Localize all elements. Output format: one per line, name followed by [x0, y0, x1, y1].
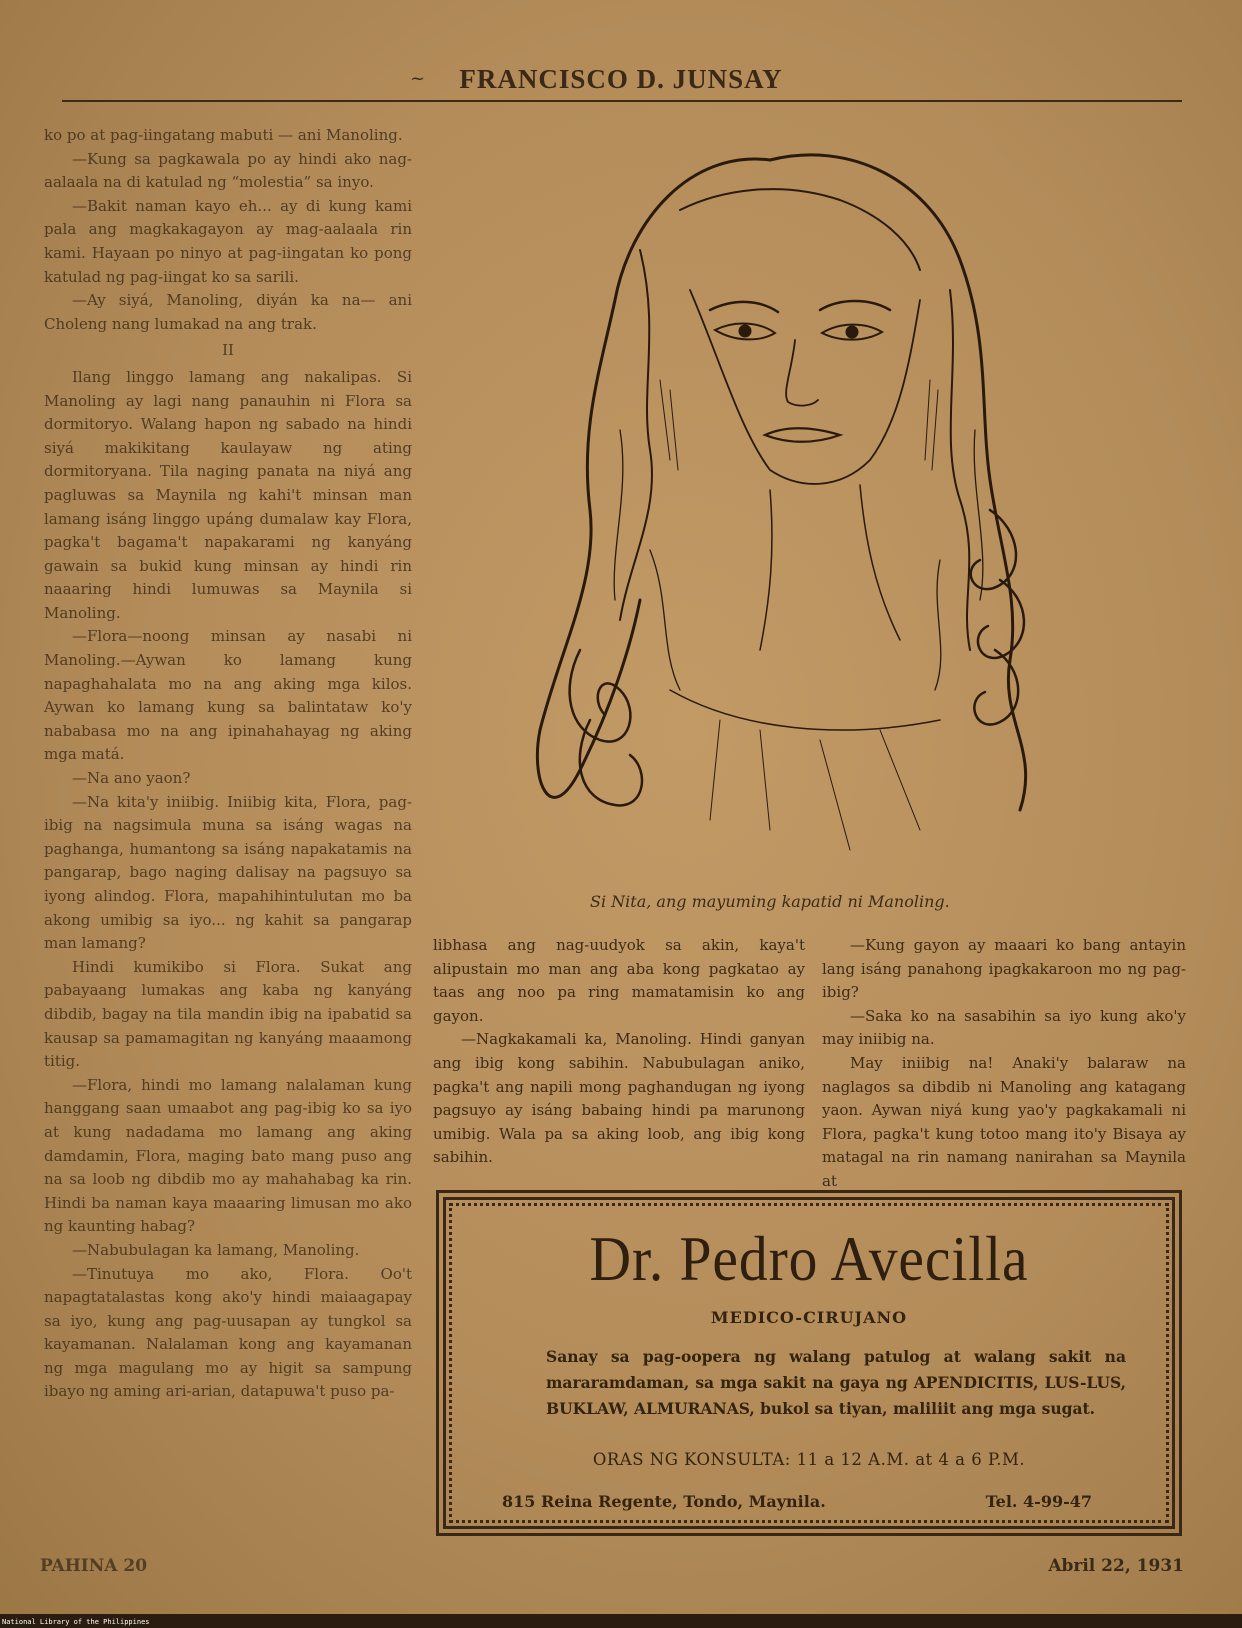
paragraph: —Kung sa pagkawala po ay hindi ako nag-aalaala na di katulad ng “molestia” sa inyo.	[44, 149, 412, 192]
paragraph: —Saka ko na sasabihin sa iyo kung ako'y may iniibig na.	[822, 1006, 1186, 1049]
left-column	[44, 124, 412, 1404]
ad-address: 815 Reina Regente, Tondo, Maynila.	[502, 1492, 826, 1511]
paragraph: Ilang linggo lamang ang nakalipas. Si Manoling ay lagi nang panauhin ni Flora sa dormitoryo. Walang hapon ng sabado na hindi siyá makikitang kaulayaw ng ating dormitoryana. Tila naging panata na niyá ang pagluwas sa Maynila ng kahi't minsan man lamang isáng linggo upáng dumalaw kay Flora, pagka't bagama't napakarami ng kanyáng gawain sa bukid kung minsan ay hindi rin naaaring hindi lumuwas sa Maynila si Manoling.	[44, 367, 412, 622]
middle-column	[433, 934, 805, 1170]
running-header: FRANCISCO D. JUNSAY	[459, 64, 783, 94]
paragraph: Hindi kumikibo si Flora. Sukat ang pabayaang lumakas ang kaba ng kanyáng dibdib, bagay na tila mandin ibig na ipabatid sa kausap sa pamamagitan ng kanyáng maaamong titig.	[44, 957, 412, 1071]
paragraph: —Flora—noong minsan ay nasabi ni Manoling.—Aywan ko lamang kung napaghahalata mo na ang aking mga kilos. Aywan ko lamang kung sa balintataw ko'y nababasa mo na ang ipinahahayag ng aking mga matá.	[44, 627, 412, 764]
page-number: PAHINA 20	[40, 1556, 148, 1576]
doctor-advertisement	[436, 1190, 1182, 1536]
ad-doctor-name: Dr. Pedro Avecilla	[589, 1223, 1029, 1294]
ad-title: MEDICO-CIRUJANO	[710, 1308, 908, 1327]
paragraph: —Tinutuya mo ako, Flora. Oo't napagtatalastas kong ako'y hindi maiaagapay sa iyo, kung ang pag-uusapan ay tungkol sa kayamanan. Nalalaman kong ang kayamanan ng mga magulang mo ay higit sa sampung ibayo ng aming ari-arian, datapuwa't puso pa-	[44, 1264, 412, 1401]
paragraph: —Bakit naman kayo eh... ay di kung kami pala ang magkakagayon ay mag-aalaala rin kami. Hayaan po ninyo at pag-iingatan ko pong katulad ng pag-iingat ko sa sarili.	[44, 196, 412, 286]
header-rule	[62, 100, 1182, 102]
paragraph: —Nabubulagan ka lamang, Manoling.	[72, 1240, 360, 1259]
right-column	[822, 934, 1186, 1194]
header-ornament: ~	[410, 68, 426, 89]
ad-body: Sanay sa pag-oopera ng walang patulog at walang sakit na mararamdaman, sa mga sakit na gaya ng APENDICITIS, LUS-LUS, BUKLAW, ALMURANAS, bukol sa tiyan, maliliit ang mga sugat.	[546, 1347, 1126, 1418]
ad-hours: ORAS NG KONSULTA: 11 a 12 A.M. at 4 a 6 P.M.	[592, 1450, 1026, 1469]
library-credit: National Library of the Philippines	[2, 1618, 150, 1626]
paragraph: —Nagkakamali ka, Manoling. Hindi ganyan ang ibig kong sabihin. Nabubulagan aniko, pagka't ang napili mong paghandugan ng iyong pagsuyo ay isáng babaing hindi pa marunong umibig. Wala pa sa aking loob, ang ibig kong sabihin.	[433, 1030, 805, 1167]
scan-edge	[0, 1614, 1242, 1628]
paragraph: —Ay siyá, Manoling, diyán ka na— ani Choleng nang lumakad na ang trak.	[44, 291, 412, 333]
paragraph: —Na ano yaon?	[72, 769, 191, 788]
section-number: II	[222, 341, 234, 360]
issue-date: Abril 22, 1931	[1048, 1556, 1184, 1576]
paragraph: ko po at pag-iingatang mabuti — ani Manoling.	[44, 126, 403, 144]
paragraph: —Kung gayon ay maaari ko bang antayin lang isáng panahong ipagkakaroon mo ng pag-ibig?	[822, 936, 1186, 1002]
paragraph: libhasa ang nag-uudyok sa akin, kaya't alipustain mo man ang aba kong pagkatao ay taas ang noo pa ring mamatamisin ko ang gayon.	[433, 936, 805, 1025]
paragraph: —Na kita'y iniibig. Iniibig kita, Flora, pag-ibig na nagsimula muna sa isáng wagas na paghanga, humantong sa isáng napakatamis na pangarap, bago naging dalisay na pagsuyo sa iyong alindog. Flora, mapahihintulutan mo ba akong umibig sa iyo... ng kahit sa pangarap man lamang?	[44, 792, 412, 953]
illustration-caption: Si Nita, ang mayuming kapatid ni Manoling.	[590, 892, 950, 911]
ad-telephone: Tel. 4-99-47	[985, 1492, 1092, 1511]
paragraph: May iniibig na! Anaki'y balaraw na naglagos sa dibdib ni Manoling ang katagang yaon. Aywan niyá kung yao'y pagkakamali ni Flora, pagka't kung totoo mang ito'y Bisaya ay matagal na rin namang nanirahan sa Maynila at	[822, 1053, 1186, 1190]
portrait-illustration	[520, 130, 1080, 890]
paragraph: —Flora, hindi mo lamang nalalaman kung hanggang saan umaabot ang pag-ibig ko sa iyo at kung nadadama mo lamang ang aking damdamin, Flora, maging bato mang puso ang na sa loob ng dibdib mo ay mahahabag ka rin. Hindi ba naman kaya maaaring limusan mo ako ng kaunting habag?	[44, 1075, 412, 1236]
